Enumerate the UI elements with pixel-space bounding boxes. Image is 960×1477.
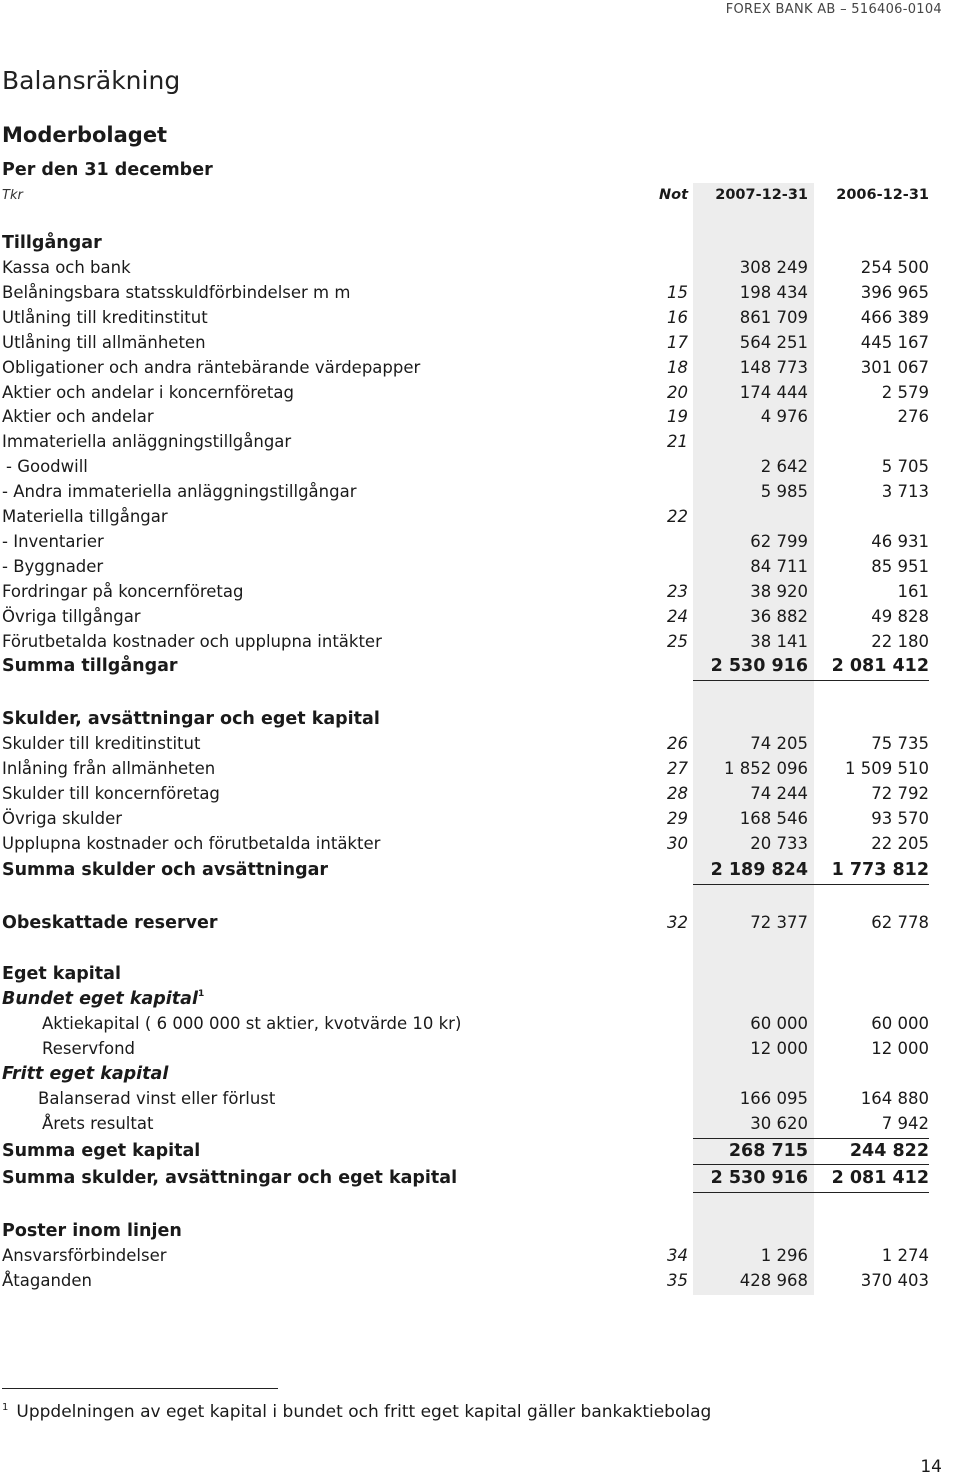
subheading-free-equity: Fritt eget kapital xyxy=(2,1064,169,1084)
row-value-2007: 2 642 xyxy=(760,457,808,477)
row-label: Årets resultat xyxy=(42,1114,154,1133)
row-label: Aktier och andelar xyxy=(2,407,154,427)
table-row xyxy=(0,432,960,457)
row-value-2007: 268 715 xyxy=(728,1141,808,1161)
footnote-marker: 1 xyxy=(197,989,205,999)
table-row xyxy=(0,734,960,759)
row-retained-earnings xyxy=(0,1089,960,1114)
row-label: Skulder till koncernföretag xyxy=(2,784,220,803)
row-value-2007: 62 799 xyxy=(750,531,808,551)
row-value-2007: 84 711 xyxy=(750,556,808,576)
row-label: Åtaganden xyxy=(2,1271,92,1290)
row-label: Inlåning från allmänheten xyxy=(2,759,216,778)
table-row xyxy=(0,383,960,408)
row-label: Obligationer och andra räntebärande värdepapper xyxy=(2,357,421,377)
row-net-profit xyxy=(0,1114,960,1139)
row-value-2006: 1 274 xyxy=(881,1246,929,1265)
row-label: Obeskattade reserver xyxy=(2,913,218,933)
row-value-2006: 2 081 412 xyxy=(831,656,929,676)
row-note: 19 xyxy=(667,407,688,427)
subheading-text: Bundet eget kapital xyxy=(2,989,198,1009)
row-label: Övriga skulder xyxy=(2,809,123,828)
footnote xyxy=(2,1402,711,1422)
row-label: Upplupna kostnader och förutbetalda intäkter xyxy=(2,834,381,853)
unit-label: Tkr xyxy=(2,188,23,203)
row-value-2007: 174 444 xyxy=(739,382,808,402)
row-value-2006: 85 951 xyxy=(871,556,929,576)
footnote-rule xyxy=(2,1388,278,1389)
table-row xyxy=(0,532,960,557)
page-number: 14 xyxy=(920,1457,942,1477)
row-label: - Byggnader xyxy=(2,556,104,576)
row-value-2006: 396 965 xyxy=(860,282,929,302)
row-value-2007: 2 530 916 xyxy=(710,656,808,676)
table-row xyxy=(0,809,960,834)
row-note: 27 xyxy=(667,759,688,778)
row-label: Förutbetalda kostnader och upplupna intäkter xyxy=(2,631,382,651)
row-contingent-liabilities xyxy=(0,1246,960,1271)
row-label: Summa skulder och avsättningar xyxy=(2,860,329,880)
row-label: Fordringar på koncernföretag xyxy=(2,581,244,601)
row-label: Summa tillgångar xyxy=(2,656,178,676)
row-label: Utlåning till allmänheten xyxy=(2,332,206,352)
note-column-header: Not xyxy=(658,187,688,203)
row-value-2007: 1 852 096 xyxy=(724,759,808,778)
row-label: Summa skulder, avsättningar och eget kapital xyxy=(2,1168,458,1188)
row-label: Balanserad vinst eller förlust xyxy=(38,1089,276,1108)
year1-column-header: 2007-12-31 xyxy=(715,187,808,203)
row-note: 30 xyxy=(667,834,688,853)
row-value-2007: 861 709 xyxy=(739,307,808,327)
row-value-2007: 2 189 824 xyxy=(710,860,808,880)
row-value-2007: 4 976 xyxy=(760,407,808,427)
table-row xyxy=(0,258,960,283)
row-value-2006: 2 081 412 xyxy=(831,1168,929,1188)
row-value-2007: 38 141 xyxy=(750,631,808,651)
row-value-2007: 168 546 xyxy=(739,809,808,828)
row-label: Skulder till kreditinstitut xyxy=(2,734,201,753)
table-row xyxy=(0,582,960,607)
row-value-2006: 254 500 xyxy=(860,258,929,277)
row-value-2007: 428 968 xyxy=(739,1271,808,1290)
table-row xyxy=(0,333,960,358)
row-label: Belåningsbara statsskuldförbindelser m m xyxy=(2,282,351,302)
row-label: Materiella tillgångar xyxy=(2,507,168,526)
table-row xyxy=(0,759,960,784)
row-value-2006: 75 735 xyxy=(871,734,929,753)
row-reserve-fund xyxy=(0,1039,960,1064)
row-value-2007: 308 249 xyxy=(739,258,808,277)
table-row xyxy=(0,834,960,859)
total-row-liabilities xyxy=(0,860,960,885)
period-heading: Per den 31 december xyxy=(2,160,213,180)
year2-column-header: 2006-12-31 xyxy=(836,187,929,203)
total-row-assets xyxy=(0,656,960,681)
section-heading-assets: Tillgångar xyxy=(2,233,102,253)
row-value-2006: 466 389 xyxy=(860,307,929,327)
row-value-2006: 276 xyxy=(897,407,929,427)
row-note: 15 xyxy=(667,282,688,302)
table-row xyxy=(0,557,960,582)
row-value-2006: 301 067 xyxy=(860,357,929,377)
row-label: - Goodwill xyxy=(6,457,88,477)
table-row xyxy=(0,407,960,432)
row-label: Aktier och andelar i koncernföretag xyxy=(2,382,294,402)
row-note: 17 xyxy=(667,332,688,352)
row-value-2006: 3 713 xyxy=(881,482,929,502)
row-label: Reservfond xyxy=(42,1039,136,1058)
row-value-2007: 38 920 xyxy=(750,581,808,601)
row-value-2007: 564 251 xyxy=(739,332,808,352)
row-commitments xyxy=(0,1271,960,1296)
row-note: 29 xyxy=(667,809,688,828)
row-value-2006: 93 570 xyxy=(871,809,929,828)
row-value-2006: 46 931 xyxy=(871,531,929,551)
row-note: 23 xyxy=(667,581,688,601)
row-value-2006: 12 000 xyxy=(871,1039,929,1058)
row-label: - Inventarier xyxy=(2,531,104,551)
row-note: 21 xyxy=(667,432,688,452)
row-value-2006: 445 167 xyxy=(860,332,929,352)
table-row xyxy=(0,283,960,308)
row-value-2007: 166 095 xyxy=(739,1089,808,1108)
row-note: 34 xyxy=(667,1246,688,1265)
row-value-2006: 370 403 xyxy=(860,1271,929,1290)
row-note: 35 xyxy=(667,1271,688,1290)
row-label: Ansvarsförbindelser xyxy=(2,1246,167,1265)
row-value-2007: 74 205 xyxy=(750,734,808,753)
row-value-2006: 161 xyxy=(897,581,929,601)
row-value-2007: 20 733 xyxy=(750,834,808,853)
subtotal-rule xyxy=(693,1164,929,1165)
row-value-2007: 72 377 xyxy=(750,913,808,932)
table-row xyxy=(0,607,960,632)
row-value-2007: 2 530 916 xyxy=(710,1168,808,1188)
row-note: 22 xyxy=(667,507,688,526)
table-row xyxy=(0,457,960,482)
row-value-2006: 164 880 xyxy=(860,1089,929,1108)
table-row xyxy=(0,482,960,507)
section-heading-off-balance: Poster inom linjen xyxy=(2,1221,182,1241)
row-value-2007: 198 434 xyxy=(739,282,808,302)
row-value-2007: 5 985 xyxy=(760,482,808,502)
row-value-2006: 22 205 xyxy=(871,834,929,853)
row-note: 24 xyxy=(667,606,688,626)
row-note: 20 xyxy=(667,382,688,402)
subtotal-rule xyxy=(693,1138,929,1139)
row-value-2006: 49 828 xyxy=(871,606,929,626)
row-value-2007: 148 773 xyxy=(739,357,808,377)
row-value-2006: 5 705 xyxy=(881,457,929,477)
row-label: Utlåning till kreditinstitut xyxy=(2,307,208,327)
row-note: 16 xyxy=(667,307,688,327)
row-label: Immateriella anläggningstillgångar xyxy=(2,432,292,452)
row-note: 25 xyxy=(667,631,688,651)
section-heading-equity: Eget kapital xyxy=(2,964,121,984)
row-value-2006: 2 579 xyxy=(881,382,929,402)
row-note: 28 xyxy=(667,784,688,803)
row-note: 18 xyxy=(667,357,688,377)
page-title: Balansräkning xyxy=(2,66,181,95)
row-value-2006: 60 000 xyxy=(871,1014,929,1033)
row-value-2006: 62 778 xyxy=(871,913,929,932)
footnote-text: Uppdelningen av eget kapital i bundet och fritt eget kapital gäller bankaktiebolag xyxy=(16,1402,712,1422)
row-label: - Andra immateriella anläggningstillgångar xyxy=(2,482,357,502)
row-untaxed-reserves xyxy=(0,913,960,938)
row-value-2006: 72 792 xyxy=(871,784,929,803)
table-row xyxy=(0,358,960,383)
row-share-capital xyxy=(0,1014,960,1039)
row-value-2006: 1 773 812 xyxy=(831,860,929,880)
row-value-2007: 30 620 xyxy=(750,1114,808,1133)
entity-heading: Moderbolaget xyxy=(2,123,168,147)
row-value-2007: 36 882 xyxy=(750,606,808,626)
row-label: Summa eget kapital xyxy=(2,1141,201,1161)
table-row xyxy=(0,308,960,333)
total-underline xyxy=(693,680,929,681)
table-row xyxy=(0,632,960,657)
row-value-2006: 22 180 xyxy=(871,631,929,651)
footnote-marker: 1 xyxy=(2,1402,9,1413)
total-row-equity xyxy=(0,1141,960,1166)
table-row xyxy=(0,784,960,809)
subheading-restricted-equity xyxy=(2,989,204,1009)
row-value-2007: 60 000 xyxy=(750,1014,808,1033)
row-value-2006: 244 822 xyxy=(849,1141,929,1161)
row-value-2007: 12 000 xyxy=(750,1039,808,1058)
section-heading-liabilities: Skulder, avsättningar och eget kapital xyxy=(2,709,380,729)
total-underline xyxy=(693,884,929,885)
table-row xyxy=(0,507,960,532)
row-label: Övriga tillgångar xyxy=(2,606,141,626)
total-underline xyxy=(693,1192,929,1193)
running-header: FOREX BANK AB – 516406-0104 xyxy=(725,2,942,17)
row-value-2006: 7 942 xyxy=(881,1114,929,1133)
row-label: Aktiekapital ( 6 000 000 st aktier, kvotvärde 10 kr) xyxy=(42,1014,462,1033)
row-note: 32 xyxy=(667,913,688,932)
row-value-2007: 1 296 xyxy=(760,1246,808,1265)
row-label: Kassa och bank xyxy=(2,258,131,277)
row-value-2007: 74 244 xyxy=(750,784,808,803)
row-note: 26 xyxy=(667,734,688,753)
grand-total-row xyxy=(0,1168,960,1193)
row-value-2006: 1 509 510 xyxy=(845,759,929,778)
